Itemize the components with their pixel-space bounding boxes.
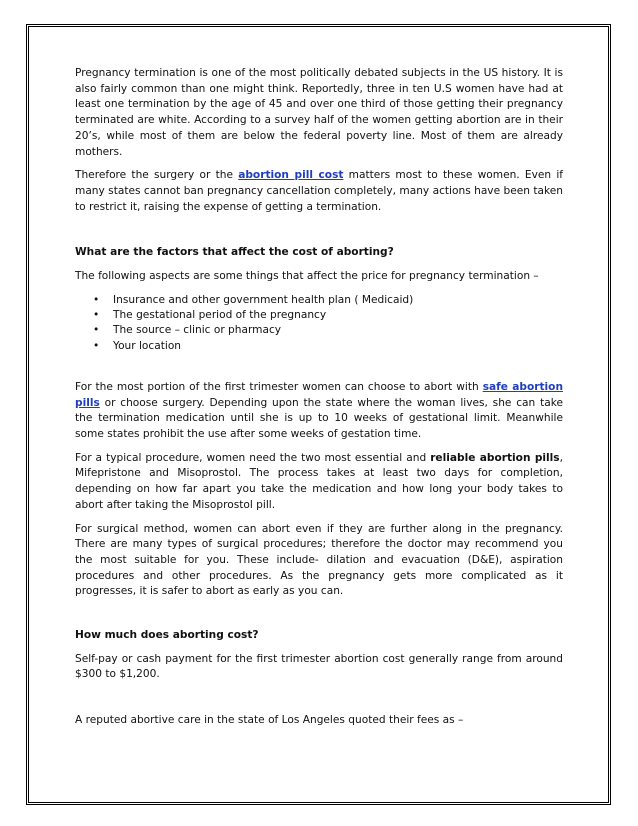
cost-paragraph-text-b: matters most to these women. Even if many states cannot ban pregnancy cancellation completely, many actions have been taken to restrict it, raising the expense of getting a termination. xyxy=(75,169,563,213)
first-trimester-paragraph xyxy=(75,380,563,443)
self-pay-paragraph: Self-pay or cash payment for the first trimester abortion cost generally range from around $300 to $1,200. xyxy=(75,652,563,681)
typical-procedure-paragraph xyxy=(75,451,563,514)
reliable-abortion-pills-bold: reliable abortion pills xyxy=(430,451,560,464)
factors-heading: What are the factors that affect the cost of aborting? xyxy=(75,246,394,259)
typical-procedure-text-b: , Mifepristone and Misoprostol. The process takes at least two days for completion, depending on how far apart you take the medication and how long your body takes to abort after taking the Misoprostol pill. xyxy=(75,451,563,511)
los-angeles-paragraph: A reputed abortive care in the state of Los Angeles quoted their fees as – xyxy=(75,714,464,727)
safe-abortion-pills-link[interactable]: safe abortion pills xyxy=(75,380,564,409)
cost-paragraph xyxy=(75,168,563,215)
factors-intro: The following aspects are some things that affect the price for pregnancy termination – xyxy=(75,270,539,283)
intro-paragraph: Pregnancy termination is one of the most politically debated subjects in the US history. It is also fairly common than one might think. Reportedly, three in ten U.S women have had at least one termination by the age of 45 and over one third of those getting their pregnancy terminated are white. According to a survey half of the women getting abortion are in their 20’s, while most of them are below the federal poverty line. Most of them are already mothers. xyxy=(75,67,563,158)
list-item: • The gestational period of the pregnancy xyxy=(113,308,563,323)
factors-list xyxy=(75,293,563,354)
list-item: • Your location xyxy=(113,339,563,354)
cost-paragraph-text-a: Therefore the surgery or the xyxy=(75,169,239,182)
cost-heading: How much does aborting cost? xyxy=(75,629,259,642)
first-trimester-text-b: or choose surgery. Depending upon the state where the woman lives, she can take the termination medication until she is up to 10 weeks of gestational limit. Meanwhile some states prohibit the use after some weeks of gestation time. xyxy=(75,396,563,441)
abortion-pill-cost-link[interactable]: abortion pill cost xyxy=(238,169,344,182)
first-trimester-text-a: For the most portion of the first trimester women can choose to abort with xyxy=(75,380,483,393)
surgical-method-paragraph: For surgical method, women can abort even if they are further along in the pregnancy. There are many types of surgical procedures; therefore the doctor may recommend you the most suitable for you. These include- dilation and evacuation (D&E), aspiration procedures and other procedures. As the pregnancy gets more complicated as it progresses, it is safer to abort as early as you can. xyxy=(75,522,563,598)
typical-procedure-text-a: For a typical procedure, women need the two most essential and xyxy=(75,451,431,464)
document-body xyxy=(75,66,563,737)
list-item: • Insurance and other government health plan ( Medicaid) xyxy=(113,293,563,308)
list-item: • The source – clinic or pharmacy xyxy=(113,323,563,338)
